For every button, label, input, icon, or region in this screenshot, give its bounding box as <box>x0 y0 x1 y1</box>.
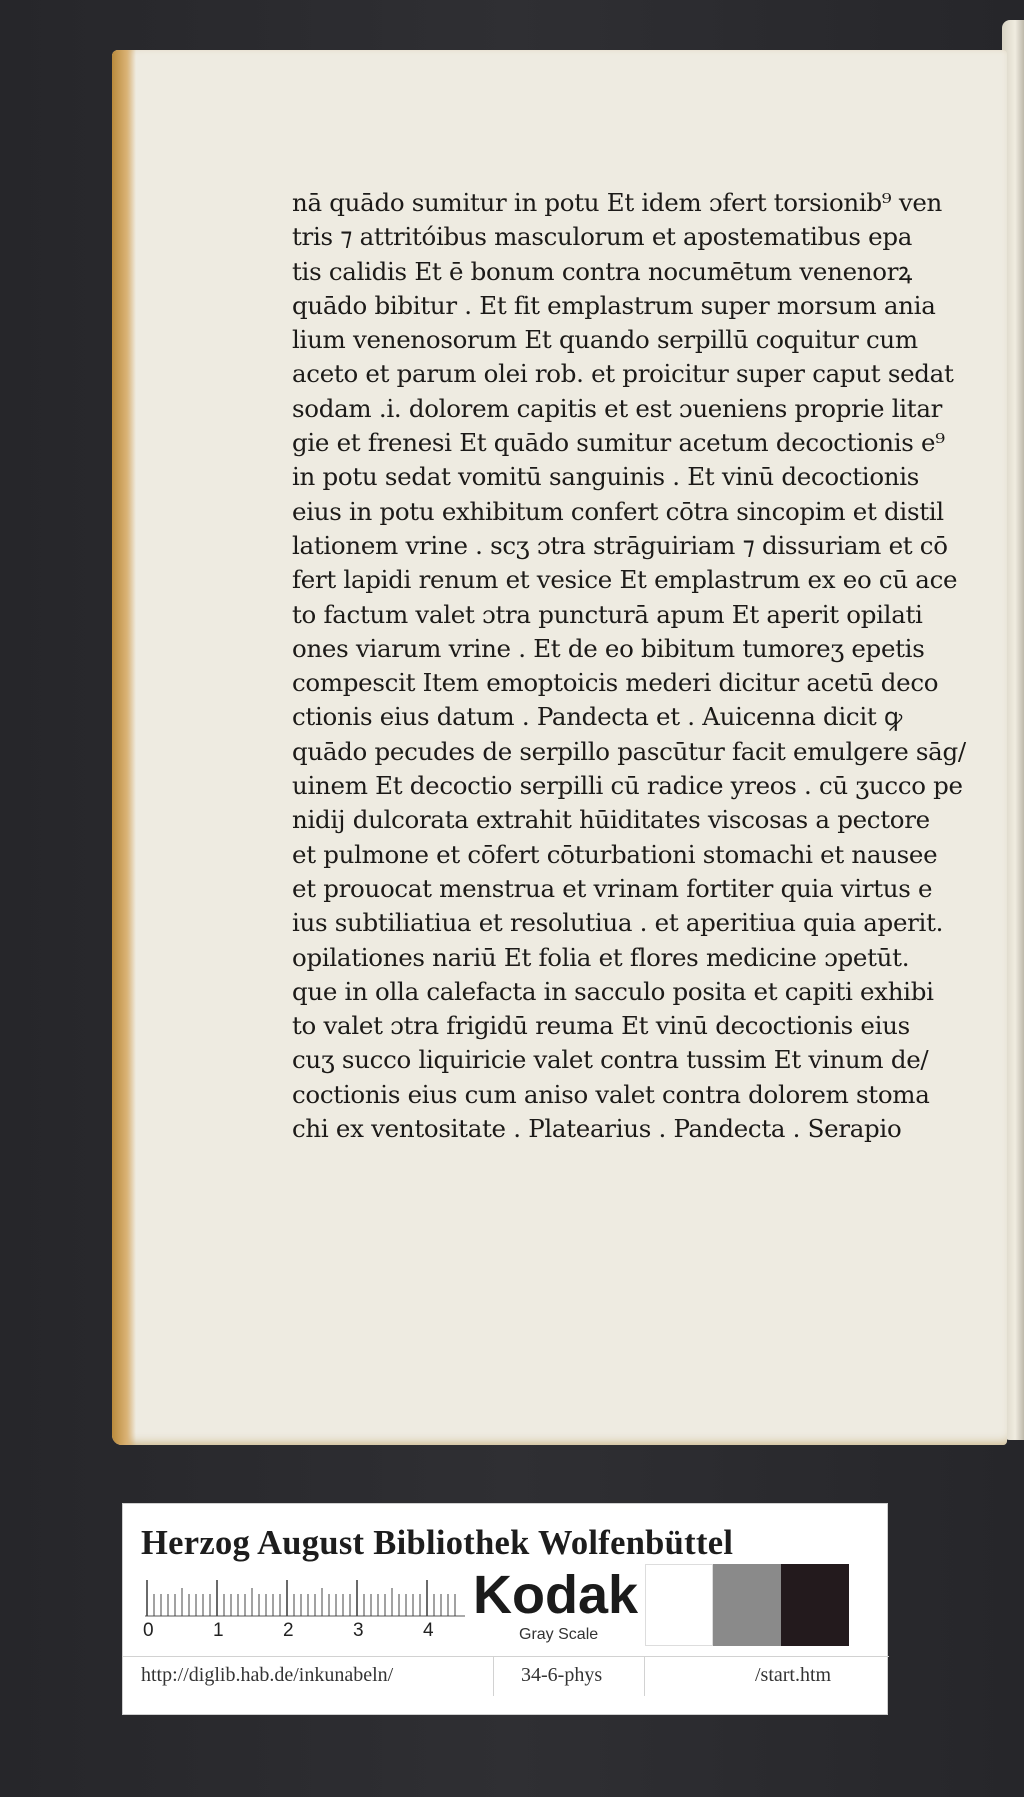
text-line: fert lapidi renum et vesice Et emplastrum ex eo cū ace <box>292 565 958 595</box>
text-line: nā quādo sumitur in potu Et idem ɔfert torsionib⁹ ven <box>292 188 943 217</box>
ink-bleed-through <box>490 138 600 178</box>
ruler-number: 1 <box>213 1620 224 1641</box>
text-line: lium venenosorum Et quando serpillū coquitur cum <box>292 325 918 355</box>
text-line: chi ex ventositate . Platearius . Pandecta . Serapio <box>292 1114 902 1144</box>
gray-patch <box>713 1564 781 1646</box>
text-line: nidij dulcorata extrahit hūiditates viscosas a pectore <box>292 805 930 835</box>
text-line: et pulmone et cōfert cōturbationi stomachi et nausee <box>292 839 938 869</box>
text-line: quādo bibitur . Et fit emplastrum super morsum ania <box>292 290 936 320</box>
white-patch <box>645 1564 713 1646</box>
footer-page: /start.htm <box>755 1664 832 1686</box>
color-target-card <box>122 1503 888 1715</box>
page-gutter-edge <box>112 50 136 1445</box>
footer-shelfmark: 34-6-phys <box>521 1664 603 1686</box>
text-line: quādo pecudes de serpillo pascūtur facit emulgere sāg/ <box>292 736 966 766</box>
text-line: gie et frenesi Et quādo sumitur acetum decoctionis e⁹ <box>292 428 945 458</box>
text-line: coctionis eius cum aniso valet contra dolorem stoma <box>292 1079 930 1109</box>
text-line: sodam .i. dolorem capitis et est ɔueniens proprie litar <box>292 393 943 423</box>
text-line: et prouocat menstrua et vrinam fortiter quia virtus e <box>292 873 933 903</box>
text-line: aceto et parum olei rob. et proicitur super caput sedat <box>292 359 954 389</box>
text-line: que in olla calefacta in sacculo posita et capiti exhibi <box>292 976 934 1006</box>
black-patch <box>781 1564 849 1646</box>
text-line: ius subtiliatiua et resolutiua . et aperitiua quia aperit. <box>292 908 944 938</box>
ruler-number: 2 <box>283 1620 294 1641</box>
text-line: eius in potu exhibitum confert cōtra sincopim et distil <box>292 496 944 526</box>
text-line: lationem vrine . scʒ ɔtra strāguiriam ⁊ dissuriam et cō <box>292 530 948 560</box>
ruler-number: 4 <box>423 1620 434 1641</box>
ruler-number: 0 <box>143 1620 154 1641</box>
text-line: opilationes nariū Et folia et flores medicine ɔpetūt. <box>292 942 910 972</box>
gray-scale-label: Gray Scale <box>519 1626 599 1643</box>
text-line: tis calidis Et ē bonum contra nocumētum venenorꝝ <box>292 256 912 286</box>
text-line: ones viarum vrine . Et de eo bibitum tumoreʒ epetis <box>292 633 925 663</box>
footer-url: http://diglib.hab.de/inkunabeln/ <box>141 1664 394 1686</box>
ruler-number: 3 <box>353 1620 364 1641</box>
text-line: cuʒ succo liquiricie valet contra tussim Et vinum de/ <box>292 1045 929 1075</box>
library-title: Herzog August Bibliothek Wolfenbüttel <box>141 1524 734 1562</box>
text-line: to factum valet ɔtra puncturā apum Et aperit opilati <box>292 599 923 629</box>
text-line: tris ⁊ attritóibus masculorum et apostematibus epa <box>292 222 913 252</box>
text-line: uinem Et decoctio serpilli cū radice yreos . cū ʒucco pe <box>292 771 963 801</box>
text-line: in potu sedat vomitū sanguinis . Et vinū decoctionis <box>292 462 920 492</box>
text-line: compescit Item emoptoicis mederi dicitur acetū deco <box>292 668 939 698</box>
text-line: ctionis eius datum . Pandecta et . Auicenna dicit ꝙ <box>292 702 903 732</box>
text-line: to valet ɔtra frigidū reuma Et vinū decoctionis eius <box>292 1011 910 1041</box>
kodak-logo: Kodak <box>473 1565 639 1625</box>
printed-text-block <box>292 186 966 1146</box>
